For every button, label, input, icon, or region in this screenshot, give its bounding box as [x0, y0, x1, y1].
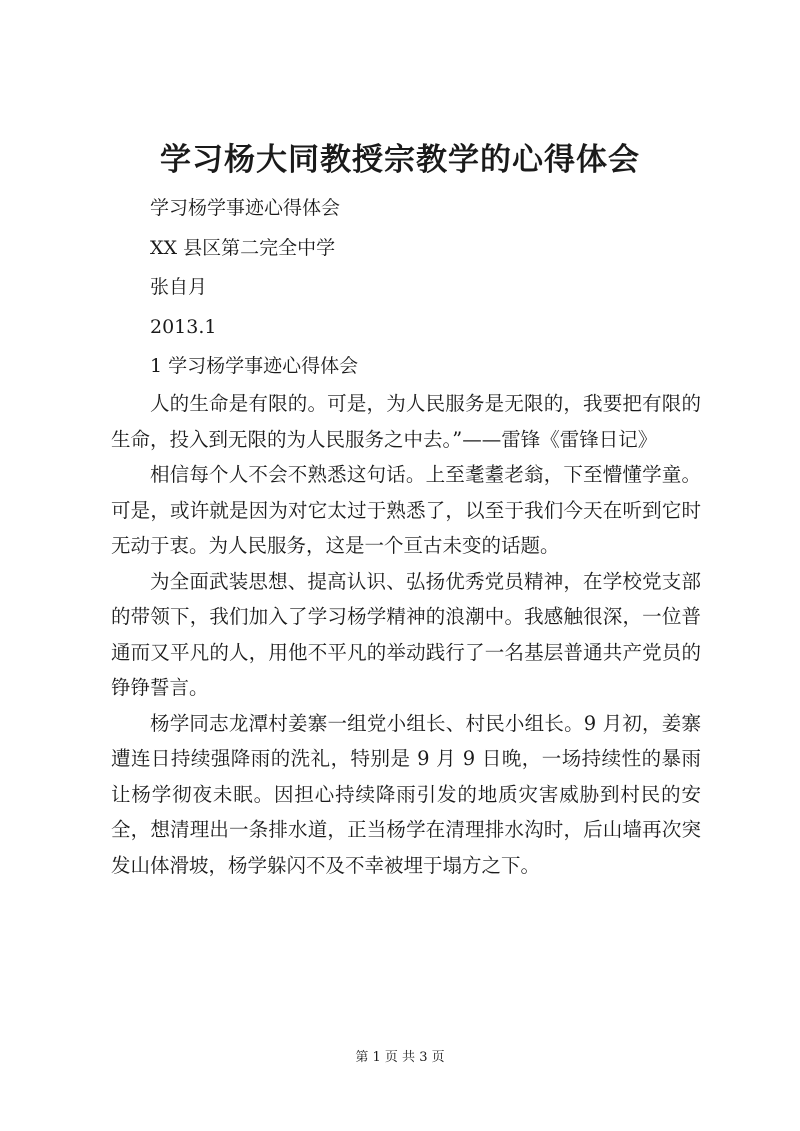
paragraph-story: 杨学同志龙潭村姜寨一组党小组长、村民小组长。9 月初，姜寨遭连日持续强降雨的洗礼，特别是 9 月 9 日晚，一场持续性的暴雨让杨学彻夜未眠。因担心持续降雨引发的地质灾害威胁到村民的安全，想清理出一条排水道，正当杨学在清理排水沟时，后山墙再次突发山体滑坡，杨学躲闪不及不幸被埋于塌方之下。	[111, 711, 701, 877]
document-date: 2013.1	[150, 316, 217, 338]
document-body	[111, 386, 701, 883]
school-name: XX 县区第二完全中学	[150, 237, 336, 259]
page-footer: 第 1 页 共 3 页	[355, 1050, 445, 1065]
paragraph-familiar: 相信每个人不会不熟悉这句话。上至耄耋老翁，下至懵懂学童。可是，或许就是因为对它太过于熟悉了，以至于我们今天在听到它时无动于衷。为人民服务，这是一个亘古未变的话题。	[111, 463, 701, 557]
section-heading: 1 学习杨学事迹心得体会	[150, 355, 359, 377]
author-name: 张自月	[150, 276, 208, 298]
subtitle: 学习杨学事迹心得体会	[150, 197, 341, 219]
paragraph-quote: 人的生命是有限的。可是，为人民服务是无限的，我要把有限的生命，投入到无限的为人民服务之中去。”——雷锋《雷锋日记》	[111, 392, 701, 451]
document-title: 学习杨大同教授宗教学的心得体会	[160, 142, 640, 178]
paragraph-study: 为全面武装思想、提高认识、弘扬优秀党员精神，在学校党支部的带领下，我们加入了学习杨学精神的浪潮中。我感触很深，一位普通而又平凡的人，用他不平凡的举动践行了一名基层普通共产党员的铮铮誓言。	[111, 569, 701, 699]
